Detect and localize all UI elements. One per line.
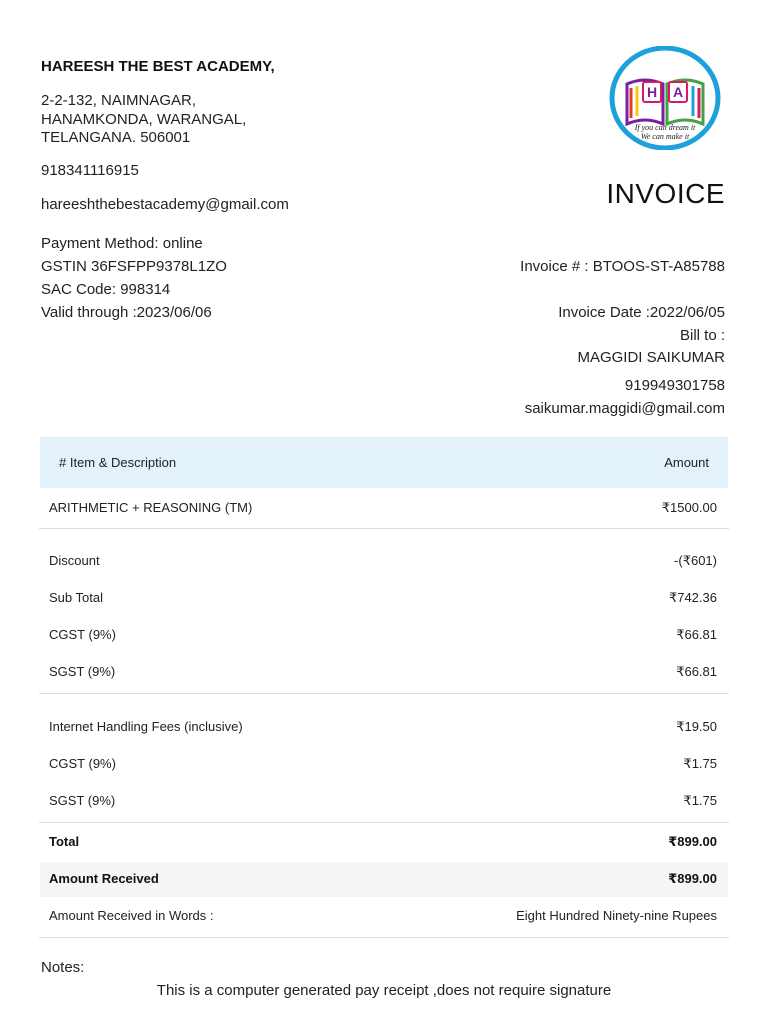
fees-sgst-label: SGST (9%): [49, 793, 116, 808]
fees-cgst-value: ₹1.75: [683, 756, 717, 771]
handling-fees-label: Internet Handling Fees (inclusive): [49, 719, 243, 734]
amount-received-value: ₹899.00: [668, 871, 717, 886]
divider: [39, 528, 729, 529]
address-line-3: TELANGANA. 506001: [41, 129, 191, 146]
invoice-date: Invoice Date :2022/06/05: [558, 304, 725, 321]
logo-letter-a: A: [672, 84, 684, 100]
cgst-value: ₹66.81: [676, 627, 717, 642]
notes-text: This is a computer generated pay receipt ,does not require signature: [156, 982, 612, 999]
amount-words-label: Amount Received in Words :: [49, 908, 214, 923]
item-description: ARITHMETIC + REASONING (TM): [49, 500, 253, 515]
customer-name: MAGGIDI SAIKUMAR: [577, 349, 725, 366]
handling-fees-value: ₹19.50: [676, 719, 717, 734]
divider: [39, 937, 729, 938]
logo-letter-h: H: [646, 84, 658, 100]
logo-tagline-2: We can make it: [640, 132, 690, 141]
discount-label: Discount: [49, 553, 100, 568]
customer-phone: 919949301758: [624, 377, 725, 394]
payment-method: Payment Method: online: [41, 235, 203, 252]
discount-value: -(₹601): [674, 553, 717, 568]
total-label: Total: [49, 834, 80, 849]
bill-to-label: Bill to :: [679, 327, 725, 344]
divider: [39, 693, 729, 694]
sac-code: SAC Code: 998314: [41, 281, 171, 298]
valid-through: Valid through :2023/06/06: [41, 304, 212, 321]
fees-cgst-label: CGST (9%): [49, 756, 116, 771]
item-amount: ₹1500.00: [661, 500, 717, 515]
notes-label: Notes:: [41, 959, 85, 976]
fees-sgst-value: ₹1.75: [683, 793, 717, 808]
amount-words-value: Eight Hundred Ninety-nine Rupees: [516, 908, 717, 923]
invoice-number: Invoice # : BTOOS-ST-A85788: [520, 258, 725, 275]
customer-email: saikumar.maggidi@gmail.com: [524, 400, 725, 417]
seller-phone: 918341116915: [41, 162, 139, 179]
cgst-label: CGST (9%): [49, 627, 116, 642]
company-name: HAREESH THE BEST ACADEMY,: [41, 58, 275, 75]
subtotal-label: Sub Total: [49, 590, 103, 605]
divider: [39, 822, 729, 823]
gstin: GSTIN 36FSFPP9378L1ZO: [41, 258, 227, 275]
invoice-title: INVOICE: [606, 178, 725, 209]
sgst-value: ₹66.81: [676, 664, 717, 679]
logo-tagline-1: If you can dream it: [634, 123, 696, 132]
sgst-label: SGST (9%): [49, 664, 116, 679]
header-item-description: # Item & Description: [59, 455, 177, 470]
amount-received-label: Amount Received: [49, 871, 159, 886]
table-header: [40, 437, 728, 488]
header-amount: Amount: [664, 455, 709, 470]
address-line-2: HANAMKONDA, WARANGAL,: [41, 111, 247, 128]
address-line-1: 2-2-132, NAIMNAGAR,: [41, 92, 197, 109]
seller-email: hareeshthebestacademy@gmail.com: [41, 196, 289, 213]
total-value: ₹899.00: [668, 834, 717, 849]
academy-logo: [609, 46, 721, 150]
subtotal-value: ₹742.36: [668, 590, 717, 605]
